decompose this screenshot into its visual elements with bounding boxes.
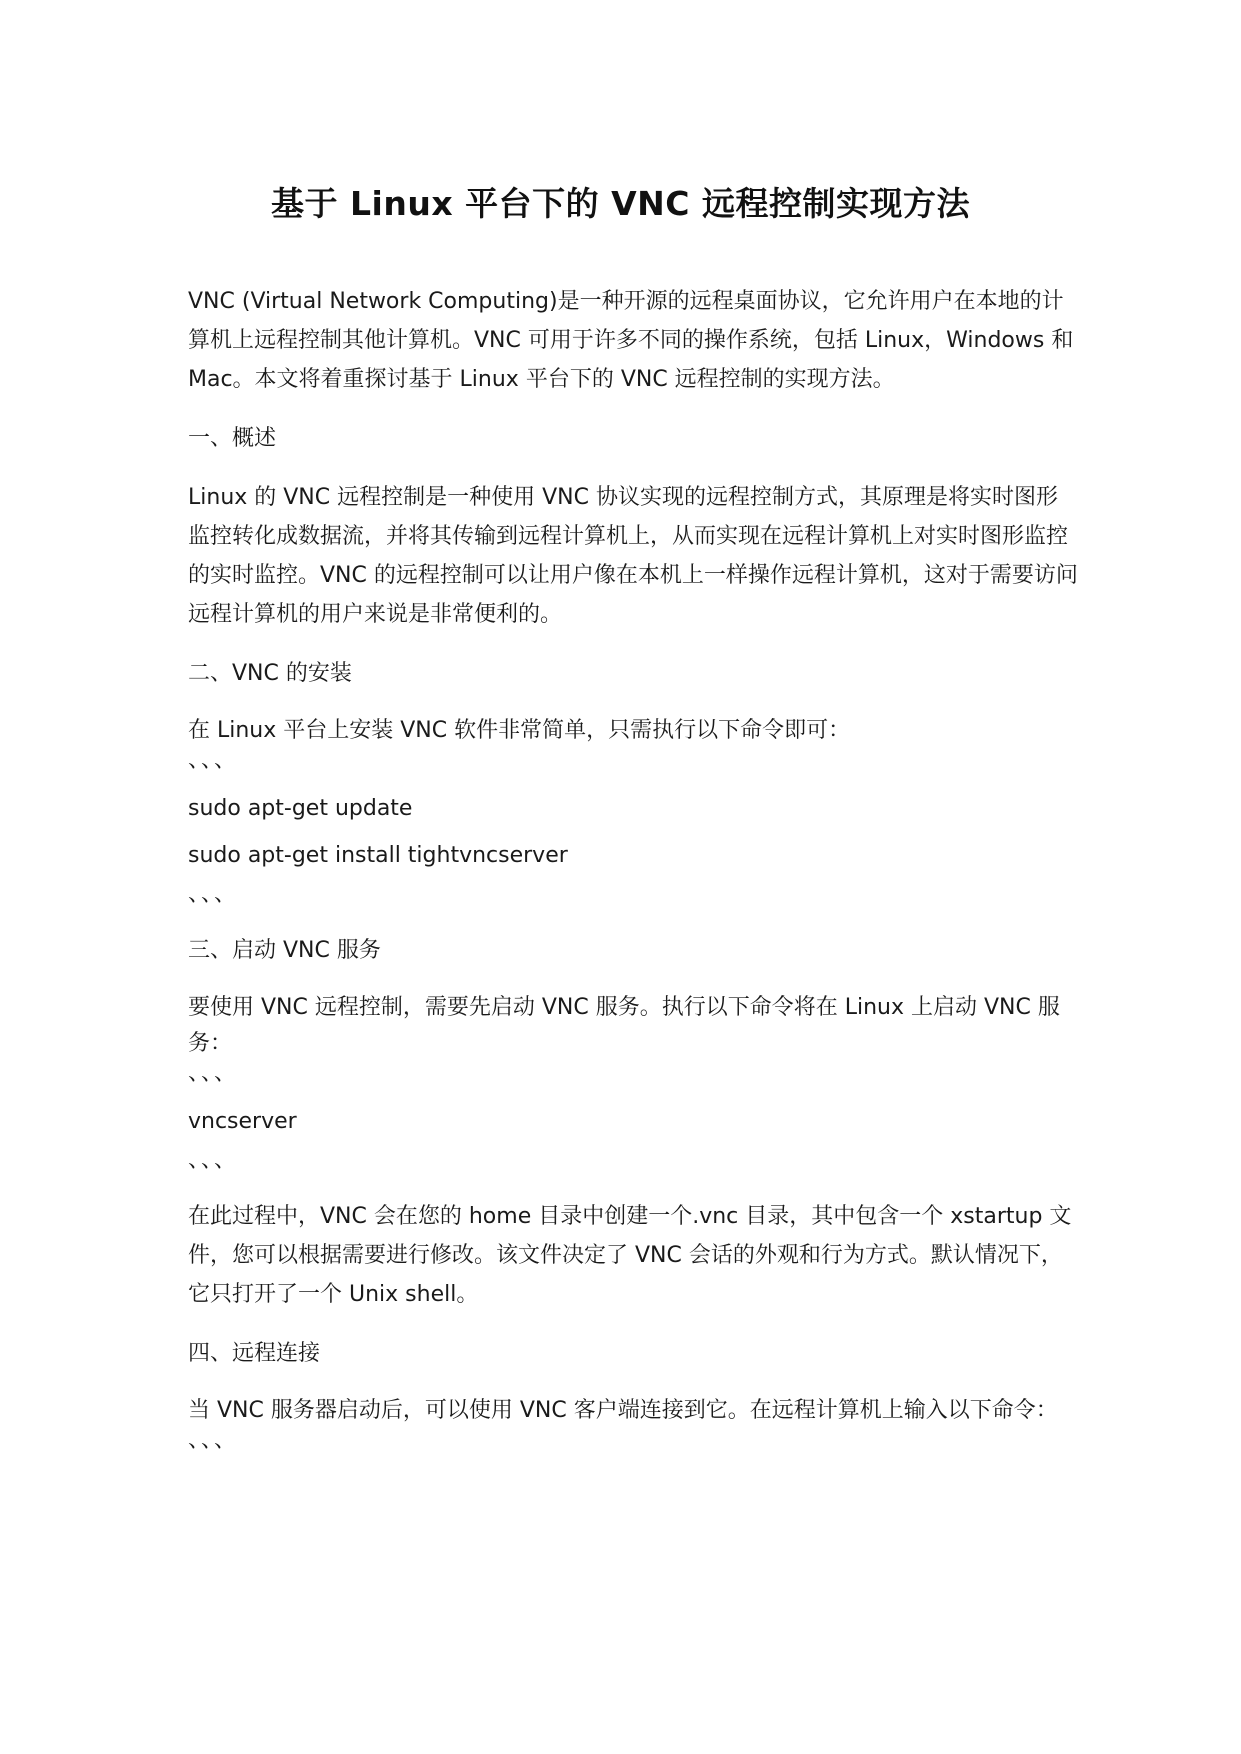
code-fence-close: 、、、 xyxy=(188,1148,239,1173)
code-fence-open: 、、、 xyxy=(188,1428,239,1453)
section-heading-overview: 一、概述 xyxy=(188,426,277,451)
section-heading-install: 二、VNC 的安装 xyxy=(188,661,352,686)
overview-paragraph: Linux 的 VNC 远程控制是一种使用 VNC 协议实现的远程控制方式，其原理是将实时图形监控转化成数据流，并将其传输到远程计算机上，从而实现在远程计算机上对实时图形监控的实时监控。VNC 的远程控制可以让用户像在本机上一样操作远程计算机，这对于需要访问远程计算机的用户来说是非常便利的。 xyxy=(188,485,1078,627)
code-line-vncserver: vncserver xyxy=(188,1109,297,1134)
section-heading-start: 三、启动 VNC 服务 xyxy=(188,938,381,963)
document-title: 基于 Linux 平台下的 VNC 远程控制实现方法 xyxy=(271,184,970,223)
install-paragraph: 在 Linux 平台上安装 VNC 软件非常简单，只需执行以下命令即可： xyxy=(188,718,851,743)
code-fence-close: 、、、 xyxy=(188,882,239,907)
code-fence-open: 、、、 xyxy=(188,1061,239,1086)
connect-paragraph: 当 VNC 服务器启动后，可以使用 VNC 客户端连接到它。在远程计算机上输入以下命令： xyxy=(188,1398,1058,1423)
start-paragraph: 要使用 VNC 远程控制，需要先启动 VNC 服务。执行以下命令将在 Linux 上启动 VNC 服务： xyxy=(188,995,1060,1056)
xstartup-paragraph: 在此过程中，VNC 会在您的 home 目录中创建一个.vnc 目录，其中包含一个 xstartup 文件，您可以根据需要进行修改。该文件决定了 VNC 会话的外观和行为方式。默认情况下，它只打开了一个 Unix shell。 xyxy=(188,1204,1072,1307)
document-body xyxy=(188,282,1078,1463)
intro-paragraph: VNC (Virtual Network Computing)是一种开源的远程桌面协议，它允许用户在本地的计算机上远程控制其他计算机。VNC 可用于许多不同的操作系统，包括 Linux，Windows 和 Mac。本文将着重探讨基于 Linux 平台下的 VNC 远程控制的实现方法。 xyxy=(188,289,1074,392)
code-line-install: sudo apt-get install tightvncserver xyxy=(188,843,568,868)
section-heading-connect: 四、远程连接 xyxy=(188,1341,321,1366)
code-fence-open: 、、、 xyxy=(188,748,239,773)
code-line-update: sudo apt-get update xyxy=(188,796,413,821)
